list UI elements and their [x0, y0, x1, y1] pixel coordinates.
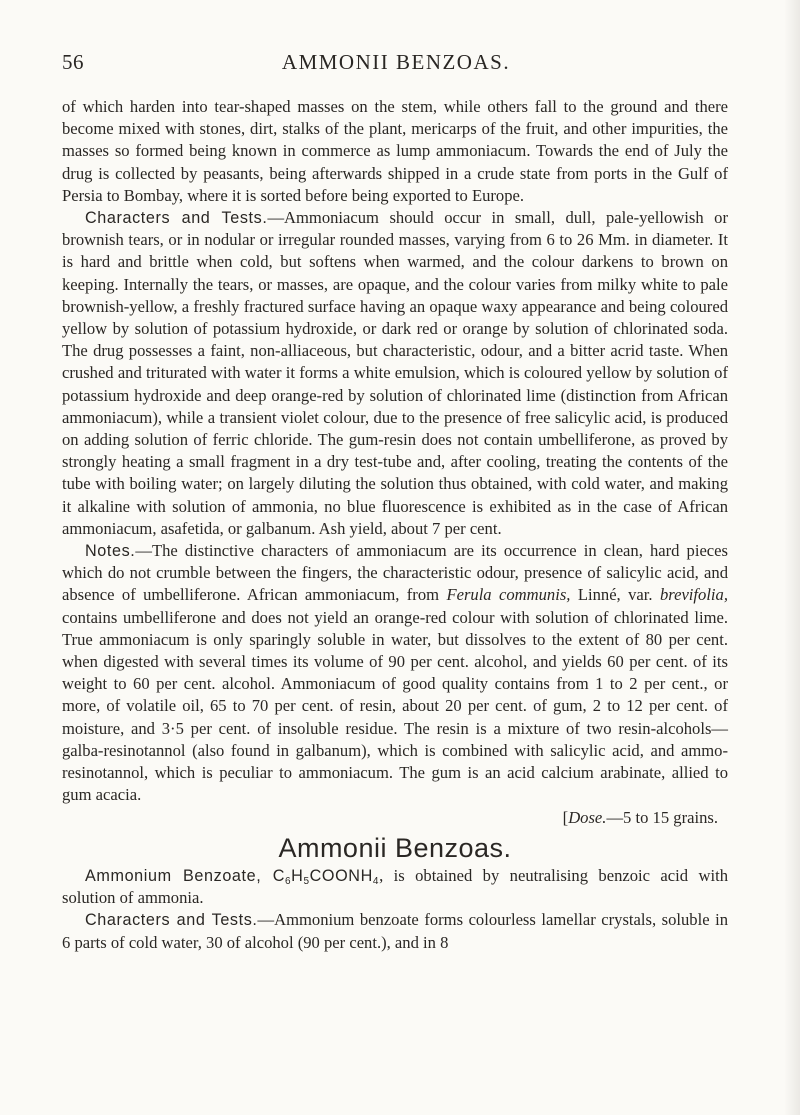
intro-text: , is obtained by neutralising benzoic acid with solution of ammonia. — [62, 865, 728, 908]
paragraph-collection-text: of which harden into tear-shaped masses on the stem, while others fall to the ground and there become mixed with stones, dirt, stalks of the plant, mericarps of the fruit, and other impurities, the masses so formed being known in commerce as lump ammoniacum. Towards the end of July the drug is collected by peasants, being afterwards shipped in a crude state from ports in the Gulf of Persia to Bombay, where it is sorted before being exported to Europe. — [62, 97, 728, 205]
running-title: AMMONII BENZOAS. — [281, 50, 511, 74]
characters-heading: Characters and Tests. — [85, 209, 268, 228]
characters-heading-2: Characters and Tests. — [85, 911, 258, 930]
variety-name: brevifolia, — [659, 585, 728, 605]
paragraph-characters-2 — [62, 909, 728, 953]
paragraph-characters — [62, 207, 728, 540]
notes-heading: Notes. — [85, 542, 136, 561]
formula-subscript: 6 — [284, 875, 292, 887]
page-number: 56 — [62, 50, 84, 74]
paragraph-intro — [62, 865, 728, 909]
dose-bracket: [ — [562, 807, 569, 827]
notes-text-1: —The distinctive characters of ammoniacum are its occurrence in clean, hard pieces which do not crumble between the fingers, the characteristic odour, presence of salicylic acid, and absence of umbelliferone. African ammoniacum, from — [62, 541, 728, 605]
formula — [273, 867, 379, 885]
species-name: Ferula communis, — [446, 585, 571, 605]
formula-part: COONH — [309, 866, 373, 885]
formula-subscript: 4 — [372, 875, 380, 887]
characters-text-2: —Ammonium benzoate forms colourless lamellar crystals, soluble in 6 parts of cold water, 30 of alcohol (90 per cent.), and in 8 — [62, 910, 728, 952]
notes-text-3: contains umbelliferone and does not yield an orange-red colour with solution of chlorinated lime. True ammoniacum is only sparingly soluble in water, but dissolves to the extent of 80 per cent. when digested with several times its volume of 90 per cent. alcohol, and yields 60 per cent. of its weight to 60 per cent. alcohol. Ammoniacum of good quality contains from 1 to 2 per cent., or more, of volatile oil, 65 to 70 per cent. of resin, about 20 per cent. of gum, 2 to 12 per cent. of moisture, and 3·5 per cent. of insoluble residue. The resin is a mixture of two resin-alcohols—galba-resinotannol (also found in galbanum), which is combined with salicylic acid, and ammo-resinotannol, which is peculiar to ammoniacum. The gum is an acid calcium arabinate, allied to gum acacia. — [62, 607, 728, 805]
section-title: Ammonii Benzoas. — [278, 832, 512, 863]
formula-part: H — [291, 866, 304, 885]
paragraph-notes — [62, 540, 728, 806]
characters-text: —Ammoniacum should occur in small, dull, pale-yellowish or brownish tears, or in nodular or irregular rounded masses, varying from 6 to 26 Mm. in diameter. It is hard and brittle when cold, but softens when warmed, and the colour darkens to brown on keeping. Internally the tears, or masses, are opaque, and the colour varies from milky white to pale brownish-yellow, a freshly fractured surface having an opaque waxy appearance and being coloured yellow by solution of potassium hydroxide, or dark red or orange by solution of chlorinated soda. The drug possesses a faint, non-alliaceous, but characteristic, odour, and a bitter acrid taste. When crushed and triturated with water it forms a white emulsion, which is coloured yellow by solution of potassium hydroxide and deep orange-red by solution of chlorinated lime (distinction from African ammoniacum), while a transient violet colour, due to the presence of free salicylic acid, is produced on adding solution of ferric chloride. The gum-resin does not contain umbelliferone, as proved by strongly heating a small fragment in a dry test-tube and, after cooling, treating the contents of the tube with boiling water; on largely diluting the solution thus obtained, with cold water, and making it alkaline with solution of ammonia, no blue fluorescence is exhibited as in the case of African ammoniacum, asafetida, or galbanum. Ash yield, about 7 per cent. — [62, 208, 728, 538]
formula-part: C — [272, 866, 285, 885]
dose-text: —5 to 15 grains. — [606, 807, 718, 827]
formula-subscript: 5 — [303, 875, 310, 887]
running-head — [62, 50, 730, 80]
paragraph-collection — [62, 96, 728, 207]
dose-line — [62, 807, 728, 829]
notes-text-2: Linné, var. — [570, 585, 660, 605]
compound-heading: Ammonium Benzoate, — [85, 866, 273, 885]
dose-label: Dose. — [568, 807, 607, 827]
body-text — [62, 96, 728, 954]
page-edge-shadow — [784, 0, 800, 1115]
